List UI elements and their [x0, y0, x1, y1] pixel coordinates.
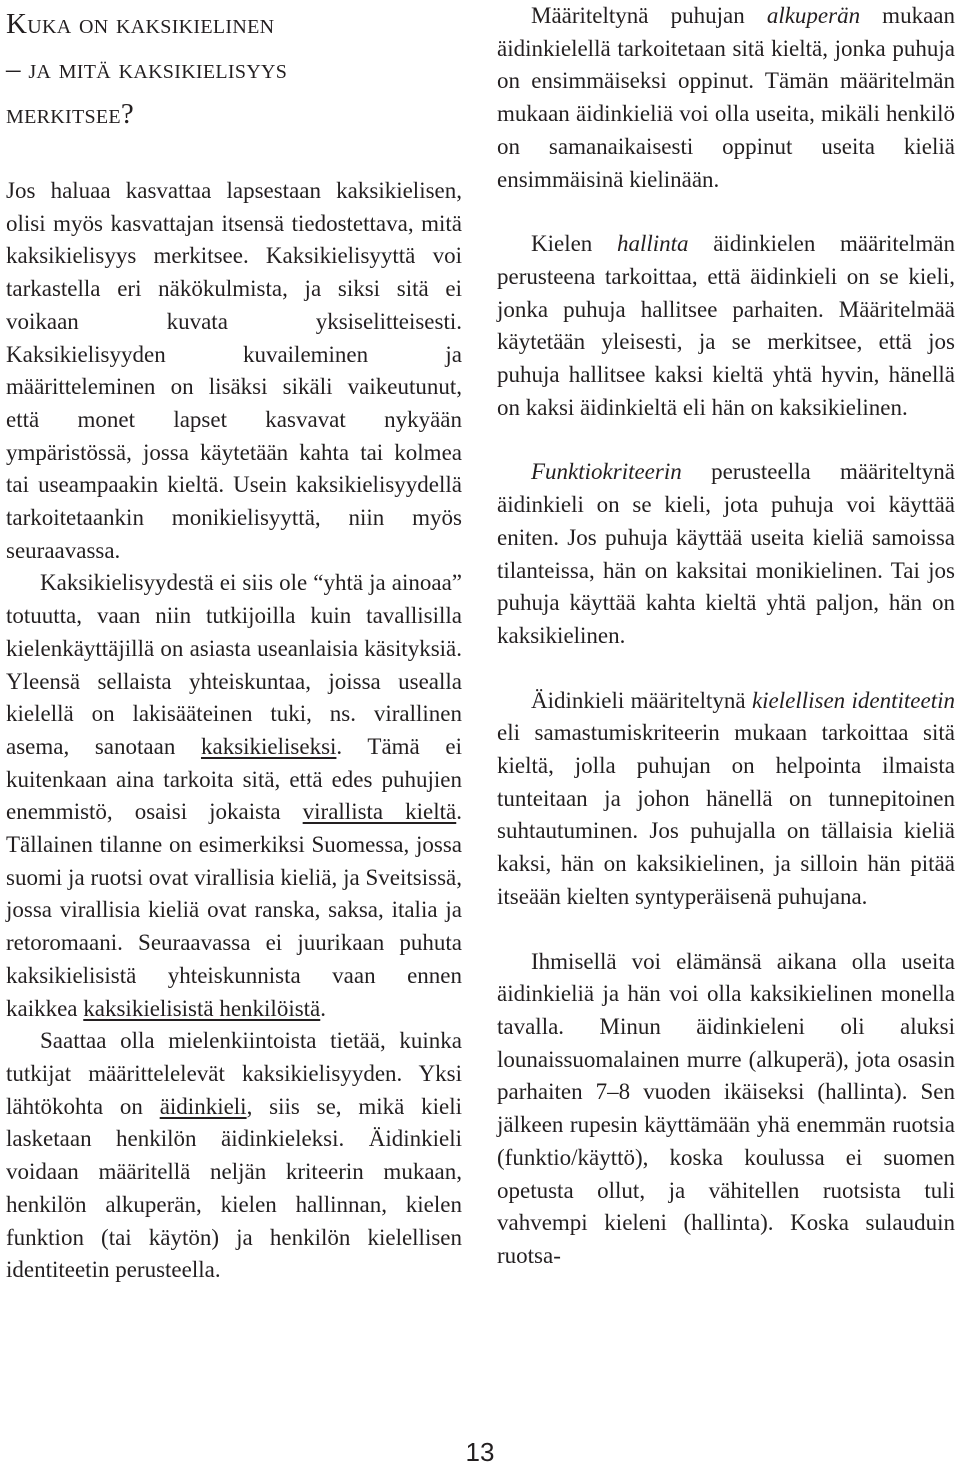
title-line-2: – ja mitä kaksikielisyys: [6, 53, 288, 85]
paragraph-function: [497, 456, 955, 652]
text-segment: perusteella määriteltynä äidinkieli on se kieli, jota puhuja voi käyttää eniten. Jos puhuja käyttää useita kieliä samoissa tilanteissa, hän on kaksitai monikielinen. Tai jos puhuja käyttää kahta kieltä yhtä paljon, hän on kaksikielinen.: [497, 459, 955, 648]
paragraph-personal: Ihmisellä voi elämänsä aikana olla useita äidinkieliä ja hän voi olla kaksikielinen monella tavalla. Minun äidinkieleni oli aluksi lounaissuomalainen murre (alkuperä), jota osasin parhaiten 7–8 vuoden ikäiseksi (hallinta). Sen jälkeen rupesin käyttämään yhä enemmän ruotsia (funktio/käyttö), koska koulussa ei suomen opetusta ollut, ja vähitellen ruotsista tuli vahvempi kieleni (hallinta). Koska sulauduin ruotsa-: [497, 948, 955, 1268]
emphasis-term: kielellisen identiteetin: [751, 687, 955, 713]
link-virallista-kielta[interactable]: virallista kieltä: [302, 799, 457, 825]
emphasis-term: alkuperän: [766, 3, 861, 28]
title-line-3: merkitsee?: [6, 98, 135, 130]
left-column: [6, 0, 462, 1287]
link-kaksikieliseksi[interactable]: kaksikieliseksi: [200, 733, 337, 759]
emphasis-term: hallinta: [616, 231, 689, 257]
text-segment: Määriteltynä puhujan: [531, 3, 767, 28]
page-number: 13: [465, 1437, 495, 1467]
text-segment: . Tällainen tilanne on esimerkiksi Suomessa, jossa suomi ja ruotsi ovat virallisia kieliä, ja Sveitsissä, jossa virallisia kieliä ovat ranska, saksa, italia ja retoromaani. Seuraavassa ei juurikaan puhuta kaksikielisistä yhteiskunnista vaan ennen kaikkea: [6, 799, 462, 1021]
text-segment: , siis se, mikä kieli lasketaan henkilön äidinkieleksi. Äidinkieli voidaan määritellä neljän kriteerin mukaan, henkilön alkuperän, kielen hallinnan, kielen funktion (tai käytön) ja henkilön kielellisen identiteetin perusteella.: [6, 1093, 462, 1283]
text-segment: . Tämä ei kuitenkaan aina tarkoita sitä, että edes puhujien enemmistö, osaisi jokaista: [6, 733, 463, 825]
title-line-1: Kuka on kaksikielinen: [6, 8, 275, 40]
paragraph-origin: [497, 0, 955, 196]
link-aidinkieli[interactable]: äidinkieli: [159, 1093, 247, 1119]
text-segment: Kielen: [531, 231, 617, 257]
text-segment: Saattaa olla mielenkiintoista tietää, kuinka tutkijat määrittelelevät kaksikielisyyden. Yksi lähtökohta on: [6, 1028, 462, 1119]
paragraph-society: [6, 567, 462, 1025]
text-segment: mukaan äidinkielellä tarkoitetaan sitä kieltä, jonka puhuja on ensimmäiseksi oppinut. Tämän määritelmän mukaan äidinkieliä voi olla useita, mikäli henkilö on samanaikaisesti oppinut useita kieliä ensimmäisinä kielinään.: [497, 3, 955, 192]
text-segment: .: [320, 995, 327, 1021]
paragraph-identity: [497, 685, 955, 914]
text-segment: Kaksikielisyydestä ei siis ole “yhtä ja ainoaa” totuutta, vaan niin tutkijoilla kuin tavallisilla kielenkäyttäjillä on asiasta useanlaisia käsityksiä. Yleensä sellaista yhteiskuntaa, joissa usealla kielellä on lakisääteinen tuki, ns. virallinen asema, sanotaan: [6, 570, 462, 759]
right-column: [497, 0, 955, 1305]
paragraph-definition: [6, 1025, 462, 1287]
paragraph-mastery: [497, 228, 955, 424]
paragraph-intro: Jos haluaa kasvattaa lapsestaan kaksikielisen, olisi myös kasvattajan itsensä tiedostettava, mitä kaksikielisyys merkitsee. Kaksikielisyyttä voi tarkastella eri näkökulmista, ja siksi sitä ei voikaan kuvata yksiselitteisesti. Kaksikielisyyden kuvaileminen ja määritteleminen on lisäksi sikäli vaikeutunut, että monet lapset kasvavat nykyään ympäristössä, jossa käytetään kahta tai kolmea tai useampaakin kieltä. Usein kaksikielisyydellä tarkoitetaankin monikielisyyttä, niin myös seuraavassa.: [6, 178, 462, 563]
emphasis-term: Funktiokriteerin: [531, 459, 682, 485]
article-title: [6, 2, 462, 137]
text-segment: Äidinkieli määriteltynä: [531, 687, 752, 713]
link-kaksikielisista-henkiloista[interactable]: kaksikielisistä henkilöistä: [83, 995, 321, 1021]
text-segment: äidinkielen määritelmän perusteena tarkoittaa, että äidinkieli on se kieli, jonka puhuja hallitsee parhaiten. Määritelmää käytetään yleisesti, ja se merkitsee, että jos puhuja hallitsee kaksi kieltä yhtä hyvin, hänellä on kaksi äidinkieltä eli hän on kaksikielinen.: [497, 231, 955, 420]
text-segment: eli samastumiskriteerin mukaan tarkoittaa sitä kieltä, jolla puhujan on helpointa ilmaista tunteitaan ja johon hänellä on tunnepitoinen suhtautuminen. Jos puhujalla on tällaisia kieliä kaksi, hän on kaksikielinen, ja silloin hän pitää itseään kielten syntyperäisenä puhujana.: [497, 720, 955, 909]
